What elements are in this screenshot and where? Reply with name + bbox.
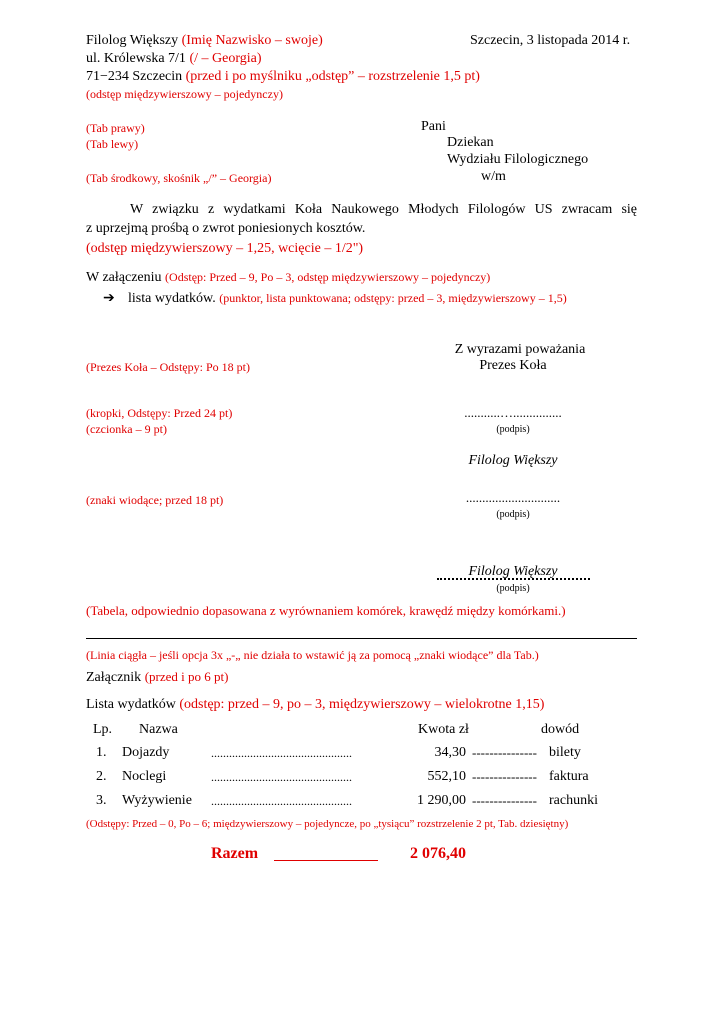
attachment-item-note: (punktor, lista punktowana; odstępy: przed – 3, międzywierszowy – 1,5) [219,291,567,305]
sig1-dots: ...........…............... [464,405,562,420]
sig1-note1: (kropki, Odstępy: Przed 24 pt) [86,406,233,420]
closing-title-note: (Prezes Koła – Odstępy: Po 18 pt) [86,360,250,374]
sig3-name: Filolog Większy [468,564,558,579]
table-note: (Tabela, odpowiednio dopasowana z wyrównaniem komórek, krawędź między komórkami.) [86,603,566,618]
sender-postal-note: (przed i po myślniku „odstęp” – rozstrzelenie 1,5 pt) [185,69,480,84]
letter-date: Szczecin, 3 listopada 2014 r. [470,33,631,48]
horizontal-rule [86,638,637,639]
header-amount: Kwota zł [418,722,469,737]
attachment-line [86,270,490,286]
tab-left-note: (Tab lewy) [86,137,139,151]
recipient-line3: Wydziału Filologicznego [447,152,589,167]
tab-right-note: (Tab prawy) [86,121,145,135]
recipient-line1: Pani [421,119,446,134]
sender-postal-line [86,69,480,85]
sig3-label: (podpis) [496,583,530,594]
expenses-title-note: (odstęp: przed – 9, po – 3, międzywierszowy – wielokrotne 1,15) [179,697,545,712]
row1-proof: bilety [549,745,581,760]
recipient-line2: Dziekan [447,135,494,150]
sender-street-line [86,51,262,67]
total-label: Razem [211,845,259,862]
expenses-title-line [86,697,544,713]
sig2-label: (podpis) [496,509,530,520]
sig2-note: (znaki wiodące; przed 18 pt) [86,493,224,507]
header-proof: dowód [541,722,580,737]
sender-postal: 71−234 Szczecin [86,69,183,84]
row3-dash: --------------- [472,793,537,808]
total-underline [274,860,378,861]
row2-name: Noclegi [122,769,167,784]
header-lp: Lp. [93,722,113,737]
row1-leader: ............................................... [211,746,352,760]
sender-name: Filolog Większy [86,33,179,48]
row2-lp: 2. [96,769,107,784]
row3-name: Wyżywienie [122,793,192,808]
closing-title: Prezes Koła [479,358,547,373]
body-paragraph-line1: W związku z wydatkami Koła Naukowego Młodych Filologów US zwracam się [130,202,637,217]
sig3-dotted-line [437,578,590,580]
row2-amount: 552,10 [427,769,466,784]
appendix-label: Załącznik [86,670,142,685]
row2-leader: ............................................... [211,770,352,784]
row2-dash: --------------- [472,769,537,784]
body-paragraph-note: (odstęp międzywierszowy – 1,25, wcięcie – 1/2") [86,241,364,256]
sender-name-note: (Imię Nazwisko – swoje) [181,33,323,48]
attachment-item-line [128,291,567,307]
attachment-label: W załączeniu [86,270,162,285]
row2-proof: faktura [549,769,589,784]
row1-dash: --------------- [472,745,537,760]
closing-regards: Z wyrazami poważania [454,342,586,357]
sender-name-line [86,33,323,49]
appendix-note: (przed i po 6 pt) [144,669,229,684]
sender-spacing-note: (odstęp międzywierszowy – pojedynczy) [86,87,283,101]
row3-proof: rachunki [549,793,598,808]
row1-name: Dojazdy [122,745,170,760]
body-paragraph-line2: z uprzejmą prośbą o zwrot poniesionych kosztów. [86,221,366,236]
line-note: (Linia ciągła – jeśli opcja 3x „-„ nie działa to wstawić ją za pomocą „znaki wiodące” dla Tab.) [86,648,539,662]
total-value: 2 076,40 [410,845,466,862]
row3-leader: ............................................... [211,794,352,808]
sig2-dots: ............................. [465,490,561,505]
row3-amount: 1 290,00 [417,793,466,808]
row1-amount: 34,30 [434,745,466,760]
rows-note: (Odstępy: Przed – 0, Po – 6; międzywierszowy – pojedyncze, po „tysiącu” rozstrzelenie 2 pt, Tab. dziesiętny) [86,818,569,830]
expenses-title: Lista wydatków [86,697,176,712]
sender-street-note: (/ – Georgia) [189,51,262,66]
attachment-label-note: (Odstęp: Przed – 9, Po – 3, odstęp międzywierszowy – pojedynczy) [165,270,491,284]
row3-lp: 3. [96,793,107,808]
tab-center-note: (Tab środkowy, skośnik „/” – Georgia) [86,171,272,185]
bullet-arrow-icon: ➔ [103,291,115,306]
sig1-label: (podpis) [496,424,530,435]
attachment-item: lista wydatków. [128,291,216,306]
header-name: Nazwa [139,722,178,737]
sender-street: ul. Królewska 7/1 [86,51,186,66]
row1-lp: 1. [96,745,107,760]
sig1-note2: (czcionka – 9 pt) [86,422,167,436]
appendix-line [86,669,228,686]
recipient-line4: w/m [481,169,506,184]
signer-name: Filolog Większy [468,453,558,468]
